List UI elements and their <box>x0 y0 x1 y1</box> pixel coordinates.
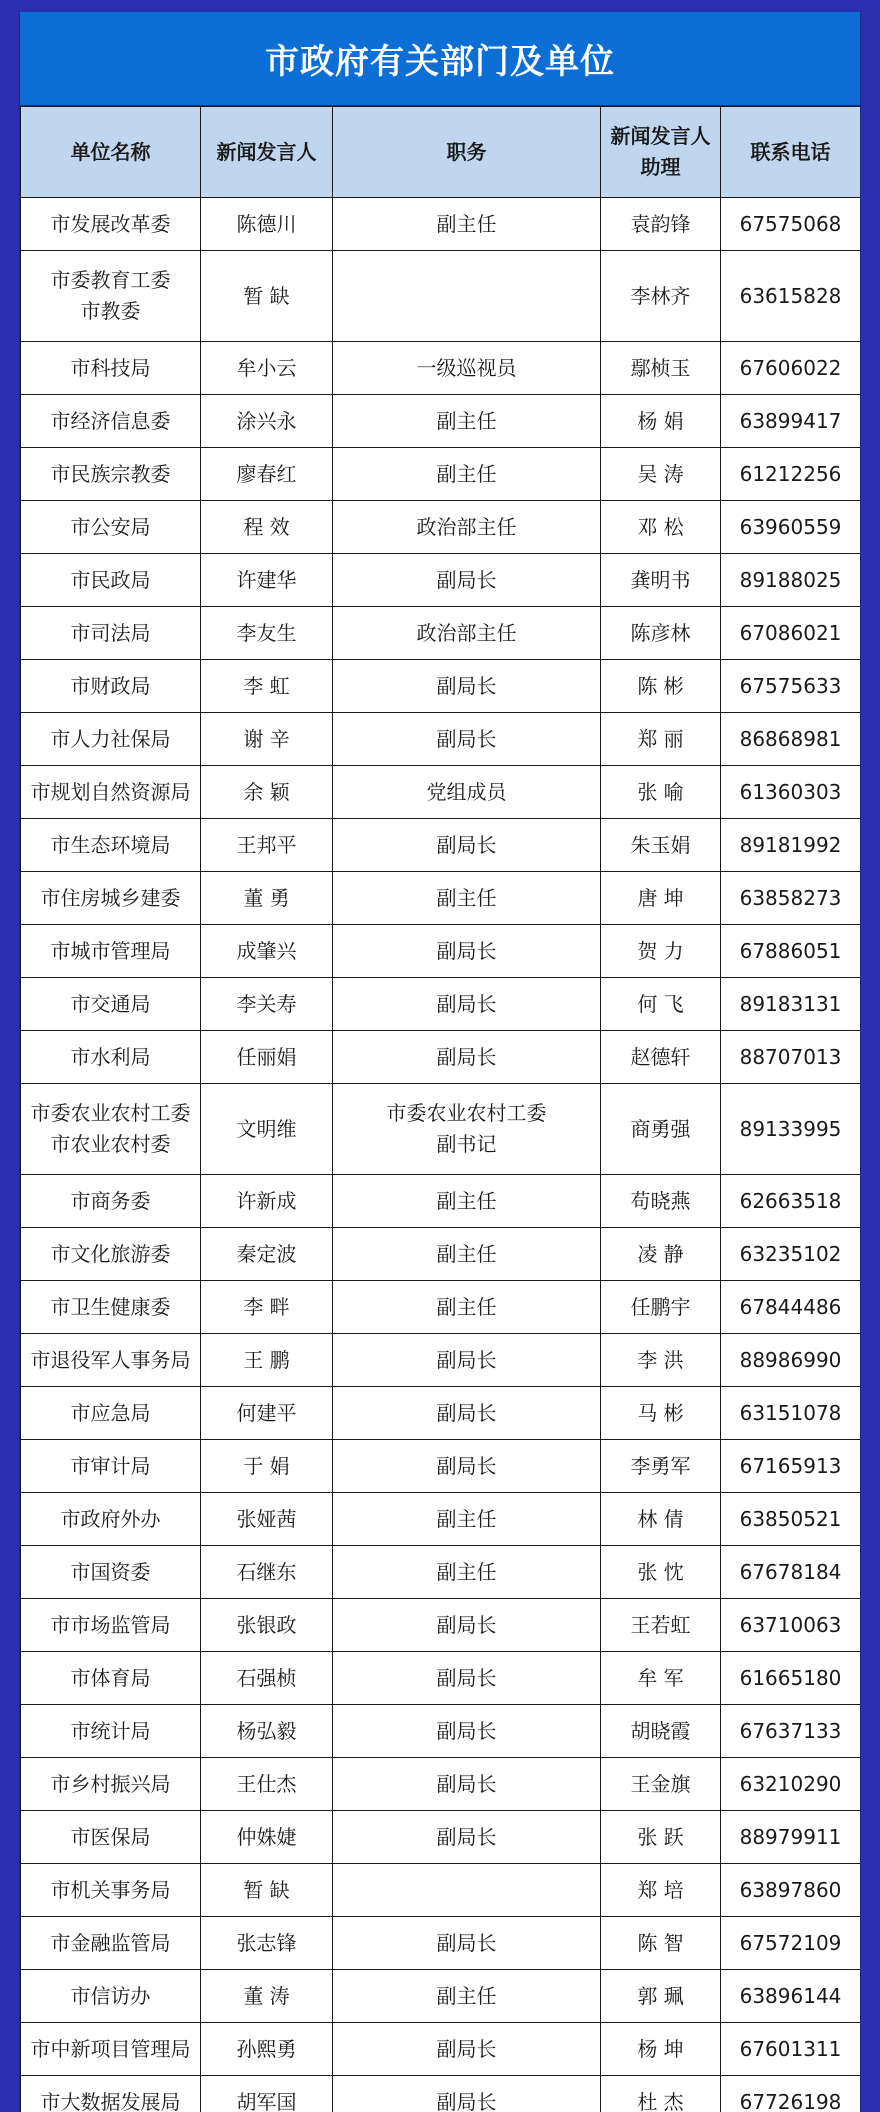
assistant-cell: 鄢桢玉 <box>601 342 721 395</box>
spokesperson-cell: 暂 缺 <box>201 251 333 342</box>
assistant-cell: 牟 军 <box>601 1652 721 1705</box>
assistant-cell: 杨 坤 <box>601 2023 721 2076</box>
unit-name-cell: 市中新项目管理局 <box>21 2023 201 2076</box>
table-row <box>21 1811 861 1864</box>
unit-name-cell: 市卫生健康委 <box>21 1281 201 1334</box>
position-cell: 副主任 <box>333 1493 601 1546</box>
spokesperson-cell: 李 虹 <box>201 660 333 713</box>
phone-cell: 63235102 <box>721 1228 861 1281</box>
position-cell <box>333 1864 601 1917</box>
position-cell: 副主任 <box>333 1281 601 1334</box>
table-row <box>21 1917 861 1970</box>
spokesperson-cell: 程 效 <box>201 501 333 554</box>
position-cell: 副主任 <box>333 1175 601 1228</box>
phone-cell: 63897860 <box>721 1864 861 1917</box>
phone-cell: 88986990 <box>721 1334 861 1387</box>
unit-name-cell: 市大数据发展局 <box>21 2076 201 2112</box>
phone-cell: 67601311 <box>721 2023 861 2076</box>
table-row <box>21 1758 861 1811</box>
unit-name-cell: 市信访办 <box>21 1970 201 2023</box>
spokesperson-cell: 许建华 <box>201 554 333 607</box>
position-cell: 副局长 <box>333 1652 601 1705</box>
spokesperson-cell: 何建平 <box>201 1387 333 1440</box>
table-row <box>21 448 861 501</box>
unit-name-cell: 市审计局 <box>21 1440 201 1493</box>
position-cell: 副主任 <box>333 1970 601 2023</box>
spokesperson-cell: 许新成 <box>201 1175 333 1228</box>
unit-name-cell: 市委教育工委 市教委 <box>21 251 201 342</box>
unit-name-cell: 市政府外办 <box>21 1493 201 1546</box>
phone-cell: 67165913 <box>721 1440 861 1493</box>
unit-name-cell: 市乡村振兴局 <box>21 1758 201 1811</box>
position-cell: 副主任 <box>333 872 601 925</box>
phone-cell: 88707013 <box>721 1031 861 1084</box>
spokesperson-cell: 王仕杰 <box>201 1758 333 1811</box>
assistant-cell: 杜 杰 <box>601 2076 721 2112</box>
spokesperson-cell: 涂兴永 <box>201 395 333 448</box>
table-row <box>21 1387 861 1440</box>
table-row <box>21 607 861 660</box>
unit-name-cell: 市民政局 <box>21 554 201 607</box>
assistant-cell: 朱玉娟 <box>601 819 721 872</box>
unit-name-cell: 市公安局 <box>21 501 201 554</box>
table-row <box>21 713 861 766</box>
header-position: 职务 <box>333 107 601 198</box>
assistant-cell: 郭 珮 <box>601 1970 721 2023</box>
unit-name-cell: 市经济信息委 <box>21 395 201 448</box>
spokesperson-cell: 董 涛 <box>201 1970 333 2023</box>
phone-cell: 62663518 <box>721 1175 861 1228</box>
unit-name-cell: 市生态环境局 <box>21 819 201 872</box>
position-cell: 副主任 <box>333 1228 601 1281</box>
spokesperson-cell: 孙熙勇 <box>201 2023 333 2076</box>
unit-name-cell: 市交通局 <box>21 978 201 1031</box>
position-cell: 副局长 <box>333 1387 601 1440</box>
table-row <box>21 501 861 554</box>
position-cell: 副局长 <box>333 2023 601 2076</box>
table-row <box>21 1031 861 1084</box>
assistant-cell: 凌 静 <box>601 1228 721 1281</box>
contact-table-panel <box>19 12 861 2112</box>
spokesperson-cell: 文明维 <box>201 1084 333 1175</box>
phone-cell: 67572109 <box>721 1917 861 1970</box>
position-cell: 副局长 <box>333 1334 601 1387</box>
position-cell: 政治部主任 <box>333 501 601 554</box>
spokesperson-cell: 石继东 <box>201 1546 333 1599</box>
assistant-cell: 张 喻 <box>601 766 721 819</box>
unit-name-cell: 市城市管理局 <box>21 925 201 978</box>
header-spokesperson: 新闻发言人 <box>201 107 333 198</box>
position-cell: 副局长 <box>333 2076 601 2112</box>
position-cell: 副局长 <box>333 1917 601 1970</box>
unit-name-cell: 市发展改革委 <box>21 198 201 251</box>
table-row <box>21 872 861 925</box>
spokesperson-cell: 陈德川 <box>201 198 333 251</box>
phone-cell: 89183131 <box>721 978 861 1031</box>
spokesperson-cell: 石强桢 <box>201 1652 333 1705</box>
header-assistant: 新闻发言人 助理 <box>601 107 721 198</box>
spokesperson-cell: 谢 辛 <box>201 713 333 766</box>
assistant-cell: 袁韵锋 <box>601 198 721 251</box>
spokesperson-cell: 张银政 <box>201 1599 333 1652</box>
assistant-cell: 王若虹 <box>601 1599 721 1652</box>
unit-name-cell: 市水利局 <box>21 1031 201 1084</box>
position-cell: 副主任 <box>333 198 601 251</box>
phone-cell: 67637133 <box>721 1705 861 1758</box>
spokesperson-cell: 董 勇 <box>201 872 333 925</box>
position-cell: 副主任 <box>333 448 601 501</box>
assistant-cell: 陈 智 <box>601 1917 721 1970</box>
table-row <box>21 251 861 342</box>
phone-cell: 63850521 <box>721 1493 861 1546</box>
assistant-cell: 吴 涛 <box>601 448 721 501</box>
unit-name-cell: 市退役军人事务局 <box>21 1334 201 1387</box>
position-cell: 副局长 <box>333 713 601 766</box>
spokesperson-cell: 杨弘毅 <box>201 1705 333 1758</box>
spokesperson-cell: 王邦平 <box>201 819 333 872</box>
position-cell: 一级巡视员 <box>333 342 601 395</box>
phone-cell: 89188025 <box>721 554 861 607</box>
phone-cell: 63151078 <box>721 1387 861 1440</box>
assistant-cell: 李林齐 <box>601 251 721 342</box>
phone-cell: 88979911 <box>721 1811 861 1864</box>
assistant-cell: 张 跃 <box>601 1811 721 1864</box>
phone-cell: 67575068 <box>721 198 861 251</box>
table-row <box>21 395 861 448</box>
table-header-row <box>21 107 861 198</box>
assistant-cell: 陈 彬 <box>601 660 721 713</box>
spokesperson-cell: 廖春红 <box>201 448 333 501</box>
phone-cell: 63858273 <box>721 872 861 925</box>
unit-name-cell: 市医保局 <box>21 1811 201 1864</box>
phone-cell: 67726198 <box>721 2076 861 2112</box>
assistant-cell: 林 倩 <box>601 1493 721 1546</box>
spokesperson-cell: 任丽娟 <box>201 1031 333 1084</box>
assistant-cell: 唐 坤 <box>601 872 721 925</box>
table-row <box>21 660 861 713</box>
unit-name-cell: 市商务委 <box>21 1175 201 1228</box>
spokesperson-cell: 牟小云 <box>201 342 333 395</box>
unit-name-cell: 市委农业农村工委 市农业农村委 <box>21 1084 201 1175</box>
unit-name-cell: 市体育局 <box>21 1652 201 1705</box>
unit-name-cell: 市人力社保局 <box>21 713 201 766</box>
position-cell: 政治部主任 <box>333 607 601 660</box>
assistant-cell: 赵德轩 <box>601 1031 721 1084</box>
assistant-cell: 郑 培 <box>601 1864 721 1917</box>
spokesperson-cell: 成肇兴 <box>201 925 333 978</box>
phone-cell: 63899417 <box>721 395 861 448</box>
phone-cell: 67886051 <box>721 925 861 978</box>
position-cell: 副主任 <box>333 1546 601 1599</box>
unit-name-cell: 市民族宗教委 <box>21 448 201 501</box>
position-cell: 副局长 <box>333 819 601 872</box>
assistant-cell: 胡晓霞 <box>601 1705 721 1758</box>
table-row <box>21 1084 861 1175</box>
spokesperson-cell: 李 畔 <box>201 1281 333 1334</box>
position-cell <box>333 251 601 342</box>
phone-cell: 63960559 <box>721 501 861 554</box>
unit-name-cell: 市财政局 <box>21 660 201 713</box>
unit-name-cell: 市市场监管局 <box>21 1599 201 1652</box>
assistant-cell: 苟晓燕 <box>601 1175 721 1228</box>
spokesperson-cell: 于 娟 <box>201 1440 333 1493</box>
table-row <box>21 342 861 395</box>
assistant-cell: 李勇军 <box>601 1440 721 1493</box>
table-row <box>21 1493 861 1546</box>
contact-table <box>20 106 861 2112</box>
spokesperson-cell: 王 鹏 <box>201 1334 333 1387</box>
assistant-cell: 杨 娟 <box>601 395 721 448</box>
unit-name-cell: 市统计局 <box>21 1705 201 1758</box>
phone-cell: 63210290 <box>721 1758 861 1811</box>
position-cell: 副局长 <box>333 1440 601 1493</box>
table-row <box>21 2076 861 2112</box>
table-row <box>21 978 861 1031</box>
table-row <box>21 766 861 819</box>
table-row <box>21 1599 861 1652</box>
spokesperson-cell: 暂 缺 <box>201 1864 333 1917</box>
header-unit-name: 单位名称 <box>21 107 201 198</box>
phone-cell: 61360303 <box>721 766 861 819</box>
assistant-cell: 何 飞 <box>601 978 721 1031</box>
table-row <box>21 1175 861 1228</box>
phone-cell: 63615828 <box>721 251 861 342</box>
position-cell: 副局长 <box>333 1599 601 1652</box>
assistant-cell: 马 彬 <box>601 1387 721 1440</box>
position-cell: 副局长 <box>333 1031 601 1084</box>
unit-name-cell: 市应急局 <box>21 1387 201 1440</box>
table-row <box>21 1440 861 1493</box>
unit-name-cell: 市金融监管局 <box>21 1917 201 1970</box>
unit-name-cell: 市机关事务局 <box>21 1864 201 1917</box>
phone-cell: 67678184 <box>721 1546 861 1599</box>
assistant-cell: 郑 丽 <box>601 713 721 766</box>
unit-name-cell: 市科技局 <box>21 342 201 395</box>
spokesperson-cell: 李友生 <box>201 607 333 660</box>
assistant-cell: 邓 松 <box>601 501 721 554</box>
table-row <box>21 1546 861 1599</box>
position-cell: 副局长 <box>333 554 601 607</box>
spokesperson-cell: 李关寿 <box>201 978 333 1031</box>
table-row <box>21 1281 861 1334</box>
unit-name-cell: 市国资委 <box>21 1546 201 1599</box>
phone-cell: 67575633 <box>721 660 861 713</box>
spokesperson-cell: 仲姝婕 <box>201 1811 333 1864</box>
position-cell: 副局长 <box>333 1811 601 1864</box>
assistant-cell: 商勇强 <box>601 1084 721 1175</box>
table-row <box>21 2023 861 2076</box>
position-cell: 副局长 <box>333 1758 601 1811</box>
position-cell: 副局长 <box>333 660 601 713</box>
unit-name-cell: 市住房城乡建委 <box>21 872 201 925</box>
phone-cell: 89133995 <box>721 1084 861 1175</box>
position-cell: 副局长 <box>333 1705 601 1758</box>
assistant-cell: 王金旗 <box>601 1758 721 1811</box>
position-cell: 市委农业农村工委 副书记 <box>333 1084 601 1175</box>
assistant-cell: 李 洪 <box>601 1334 721 1387</box>
assistant-cell: 龚明书 <box>601 554 721 607</box>
phone-cell: 67844486 <box>721 1281 861 1334</box>
phone-cell: 67606022 <box>721 342 861 395</box>
table-row <box>21 925 861 978</box>
phone-cell: 61212256 <box>721 448 861 501</box>
position-cell: 副局长 <box>333 925 601 978</box>
spokesperson-cell: 张娅茜 <box>201 1493 333 1546</box>
phone-cell: 86868981 <box>721 713 861 766</box>
table-row <box>21 1228 861 1281</box>
phone-cell: 67086021 <box>721 607 861 660</box>
spokesperson-cell: 余 颖 <box>201 766 333 819</box>
table-row <box>21 1652 861 1705</box>
position-cell: 副局长 <box>333 978 601 1031</box>
table-row <box>21 198 861 251</box>
assistant-cell: 张 忱 <box>601 1546 721 1599</box>
phone-cell: 61665180 <box>721 1652 861 1705</box>
position-cell: 副主任 <box>333 395 601 448</box>
assistant-cell: 贺 力 <box>601 925 721 978</box>
table-row <box>21 1864 861 1917</box>
position-cell: 党组成员 <box>333 766 601 819</box>
spokesperson-cell: 张志锋 <box>201 1917 333 1970</box>
table-row <box>21 554 861 607</box>
phone-cell: 63896144 <box>721 1970 861 2023</box>
unit-name-cell: 市文化旅游委 <box>21 1228 201 1281</box>
phone-cell: 89181992 <box>721 819 861 872</box>
spokesperson-cell: 胡军国 <box>201 2076 333 2112</box>
page-title: 市政府有关部门及单位 <box>20 12 860 106</box>
phone-cell: 63710063 <box>721 1599 861 1652</box>
unit-name-cell: 市规划自然资源局 <box>21 766 201 819</box>
table-row <box>21 1705 861 1758</box>
assistant-cell: 任鹏宇 <box>601 1281 721 1334</box>
spokesperson-cell: 秦定波 <box>201 1228 333 1281</box>
table-row <box>21 819 861 872</box>
assistant-cell: 陈彦林 <box>601 607 721 660</box>
table-row <box>21 1970 861 2023</box>
header-phone: 联系电话 <box>721 107 861 198</box>
table-row <box>21 1334 861 1387</box>
unit-name-cell: 市司法局 <box>21 607 201 660</box>
